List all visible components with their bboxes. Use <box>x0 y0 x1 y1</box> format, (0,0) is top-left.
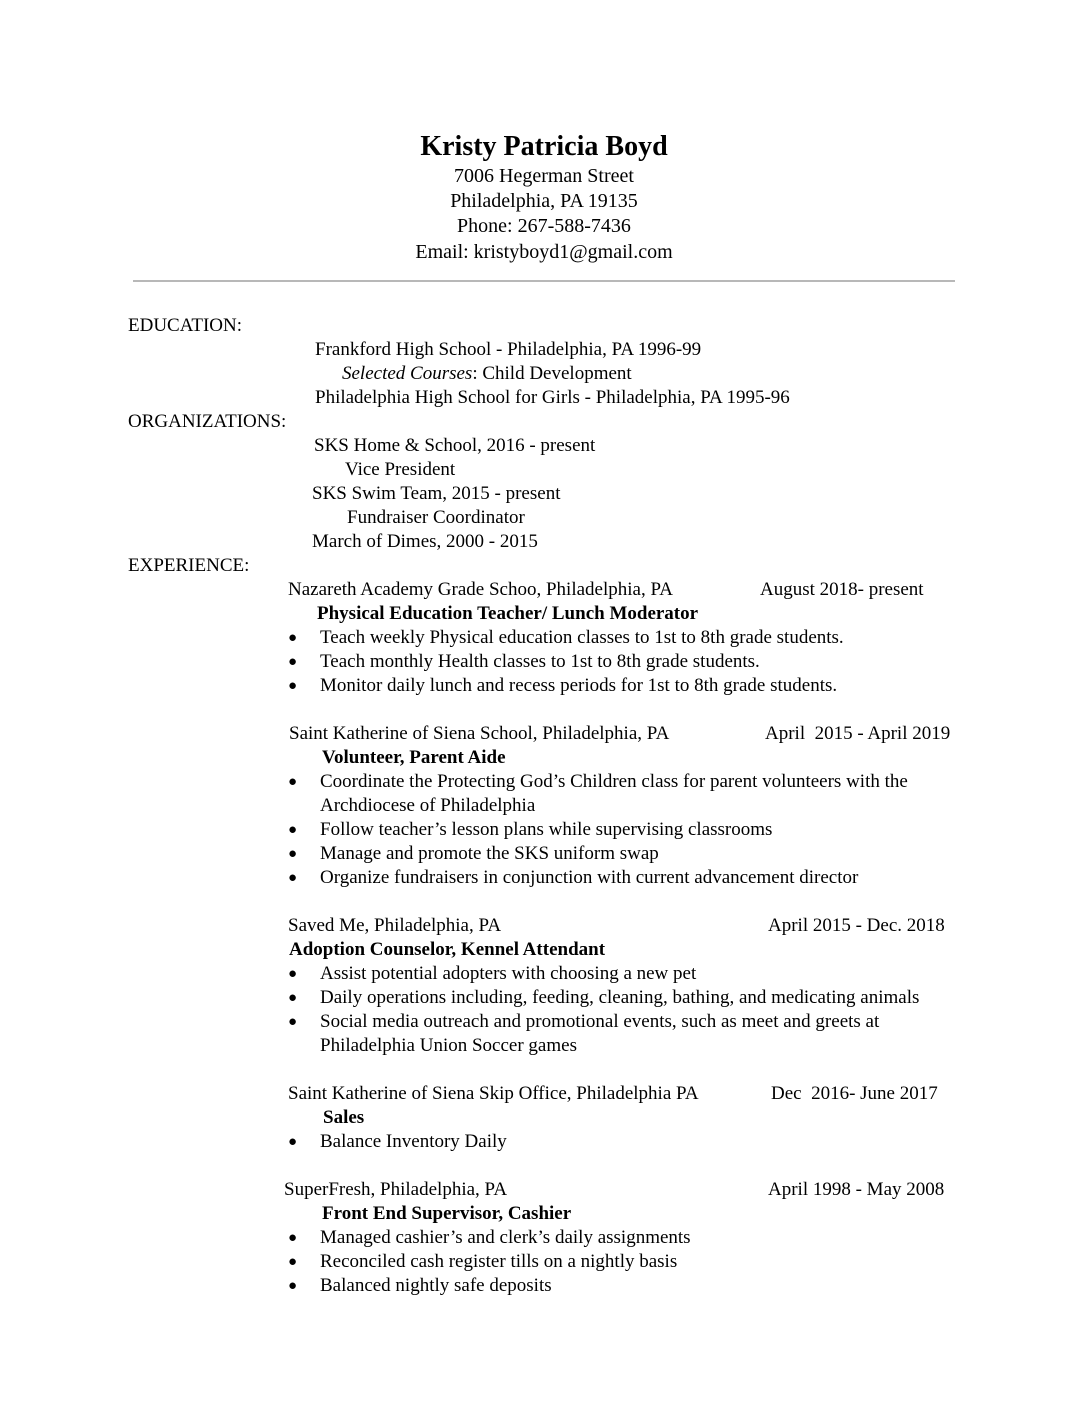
job-bullet: Balance Inventory Daily <box>320 1131 507 1152</box>
education-school-1: Frankford High School - Philadelphia, PA 1996-99 <box>315 339 702 360</box>
job-dates: April 2015 - Dec. 2018 <box>768 915 945 936</box>
email-address: Email: kristyboyd1@gmail.com <box>415 241 673 263</box>
job-title: Volunteer, Parent Aide <box>322 747 506 768</box>
bullet-icon: ● <box>288 870 298 886</box>
organization-role: Vice President <box>345 459 456 480</box>
job-dates: April 1998 - May 2008 <box>768 1179 945 1200</box>
job-employer: Nazareth Academy Grade Schoo, Philadelphia, PA <box>288 579 674 600</box>
job-bullet: Reconciled cash register tills on a nightly basis <box>320 1251 678 1272</box>
bullet-icon: ● <box>288 1254 298 1270</box>
organizations-heading: ORGANIZATIONS: <box>128 411 287 432</box>
courses-value: : Child Development <box>472 363 632 384</box>
bullet-icon: ● <box>288 654 298 670</box>
candidate-name: Kristy Patricia Boyd <box>420 131 668 162</box>
education-courses <box>342 362 632 386</box>
organization-item: SKS Home & School, 2016 - present <box>314 435 596 456</box>
education-school-2: Philadelphia High School for Girls - Philadelphia, PA 1995-96 <box>315 387 790 408</box>
bullet-icon: ● <box>288 1134 298 1150</box>
job-title: Adoption Counselor, Kennel Attendant <box>289 939 606 960</box>
phone-number: Phone: 267-588-7436 <box>457 215 631 237</box>
job-bullet: Balanced nightly safe deposits <box>320 1275 552 1296</box>
job-bullet: Organize fundraisers in conjunction with current advancement director <box>320 867 859 888</box>
bullet-icon: ● <box>288 966 298 982</box>
courses-label: Selected Courses <box>342 363 473 384</box>
job-title: Sales <box>323 1107 365 1128</box>
bullet-icon: ● <box>288 1014 298 1030</box>
bullet-icon: ● <box>288 846 298 862</box>
job-bullet: Assist potential adopters with choosing a new pet <box>320 963 697 984</box>
job-bullet-continuation: Archdiocese of Philadelphia <box>320 795 536 816</box>
job-bullet: Social media outreach and promotional events, such as meet and greets at <box>320 1011 880 1032</box>
job-dates: August 2018- present <box>760 579 924 600</box>
job-dates: Dec 2016- June 2017 <box>771 1083 938 1104</box>
address-street: 7006 Hegerman Street <box>454 165 634 187</box>
job-title: Physical Education Teacher/ Lunch Moderator <box>317 603 699 624</box>
address-city: Philadelphia, PA 19135 <box>450 190 638 212</box>
bullet-icon: ● <box>288 1230 298 1246</box>
bullet-icon: ● <box>288 990 298 1006</box>
job-dates: April 2015 - April 2019 <box>765 723 951 744</box>
job-bullet: Monitor daily lunch and recess periods for 1st to 8th grade students. <box>320 675 838 696</box>
job-bullet-continuation: Philadelphia Union Soccer games <box>320 1035 577 1056</box>
bullet-icon: ● <box>288 1278 298 1294</box>
bullet-icon: ● <box>288 630 298 646</box>
job-title: Front End Supervisor, Cashier <box>322 1203 572 1224</box>
job-employer: Saved Me, Philadelphia, PA <box>288 915 502 936</box>
education-heading: EDUCATION: <box>128 315 242 336</box>
job-bullet: Manage and promote the SKS uniform swap <box>320 843 659 864</box>
job-bullet: Managed cashier’s and clerk’s daily assignments <box>320 1227 691 1248</box>
job-employer: Saint Katherine of Siena School, Philadelphia, PA <box>289 723 670 744</box>
bullet-icon: ● <box>288 678 298 694</box>
header-divider <box>133 280 955 282</box>
job-employer: Saint Katherine of Siena Skip Office, Philadelphia PA <box>288 1083 699 1104</box>
organization-item: March of Dimes, 2000 - 2015 <box>312 531 538 552</box>
organization-item: SKS Swim Team, 2015 - present <box>312 483 561 504</box>
job-bullet: Teach monthly Health classes to 1st to 8th grade students. <box>320 651 760 672</box>
job-bullet: Follow teacher’s lesson plans while supervising classrooms <box>320 819 773 840</box>
job-bullet: Coordinate the Protecting God’s Children class for parent volunteers with the <box>320 771 908 792</box>
organization-role: Fundraiser Coordinator <box>347 507 525 528</box>
experience-heading: EXPERIENCE: <box>128 555 250 576</box>
bullet-icon: ● <box>288 822 298 838</box>
job-employer: SuperFresh, Philadelphia, PA <box>284 1179 508 1200</box>
job-bullet: Daily operations including, feeding, cleaning, bathing, and medicating animals <box>320 987 920 1008</box>
bullet-icon: ● <box>288 774 298 790</box>
job-bullet: Teach weekly Physical education classes to 1st to 8th grade students. <box>320 627 844 648</box>
